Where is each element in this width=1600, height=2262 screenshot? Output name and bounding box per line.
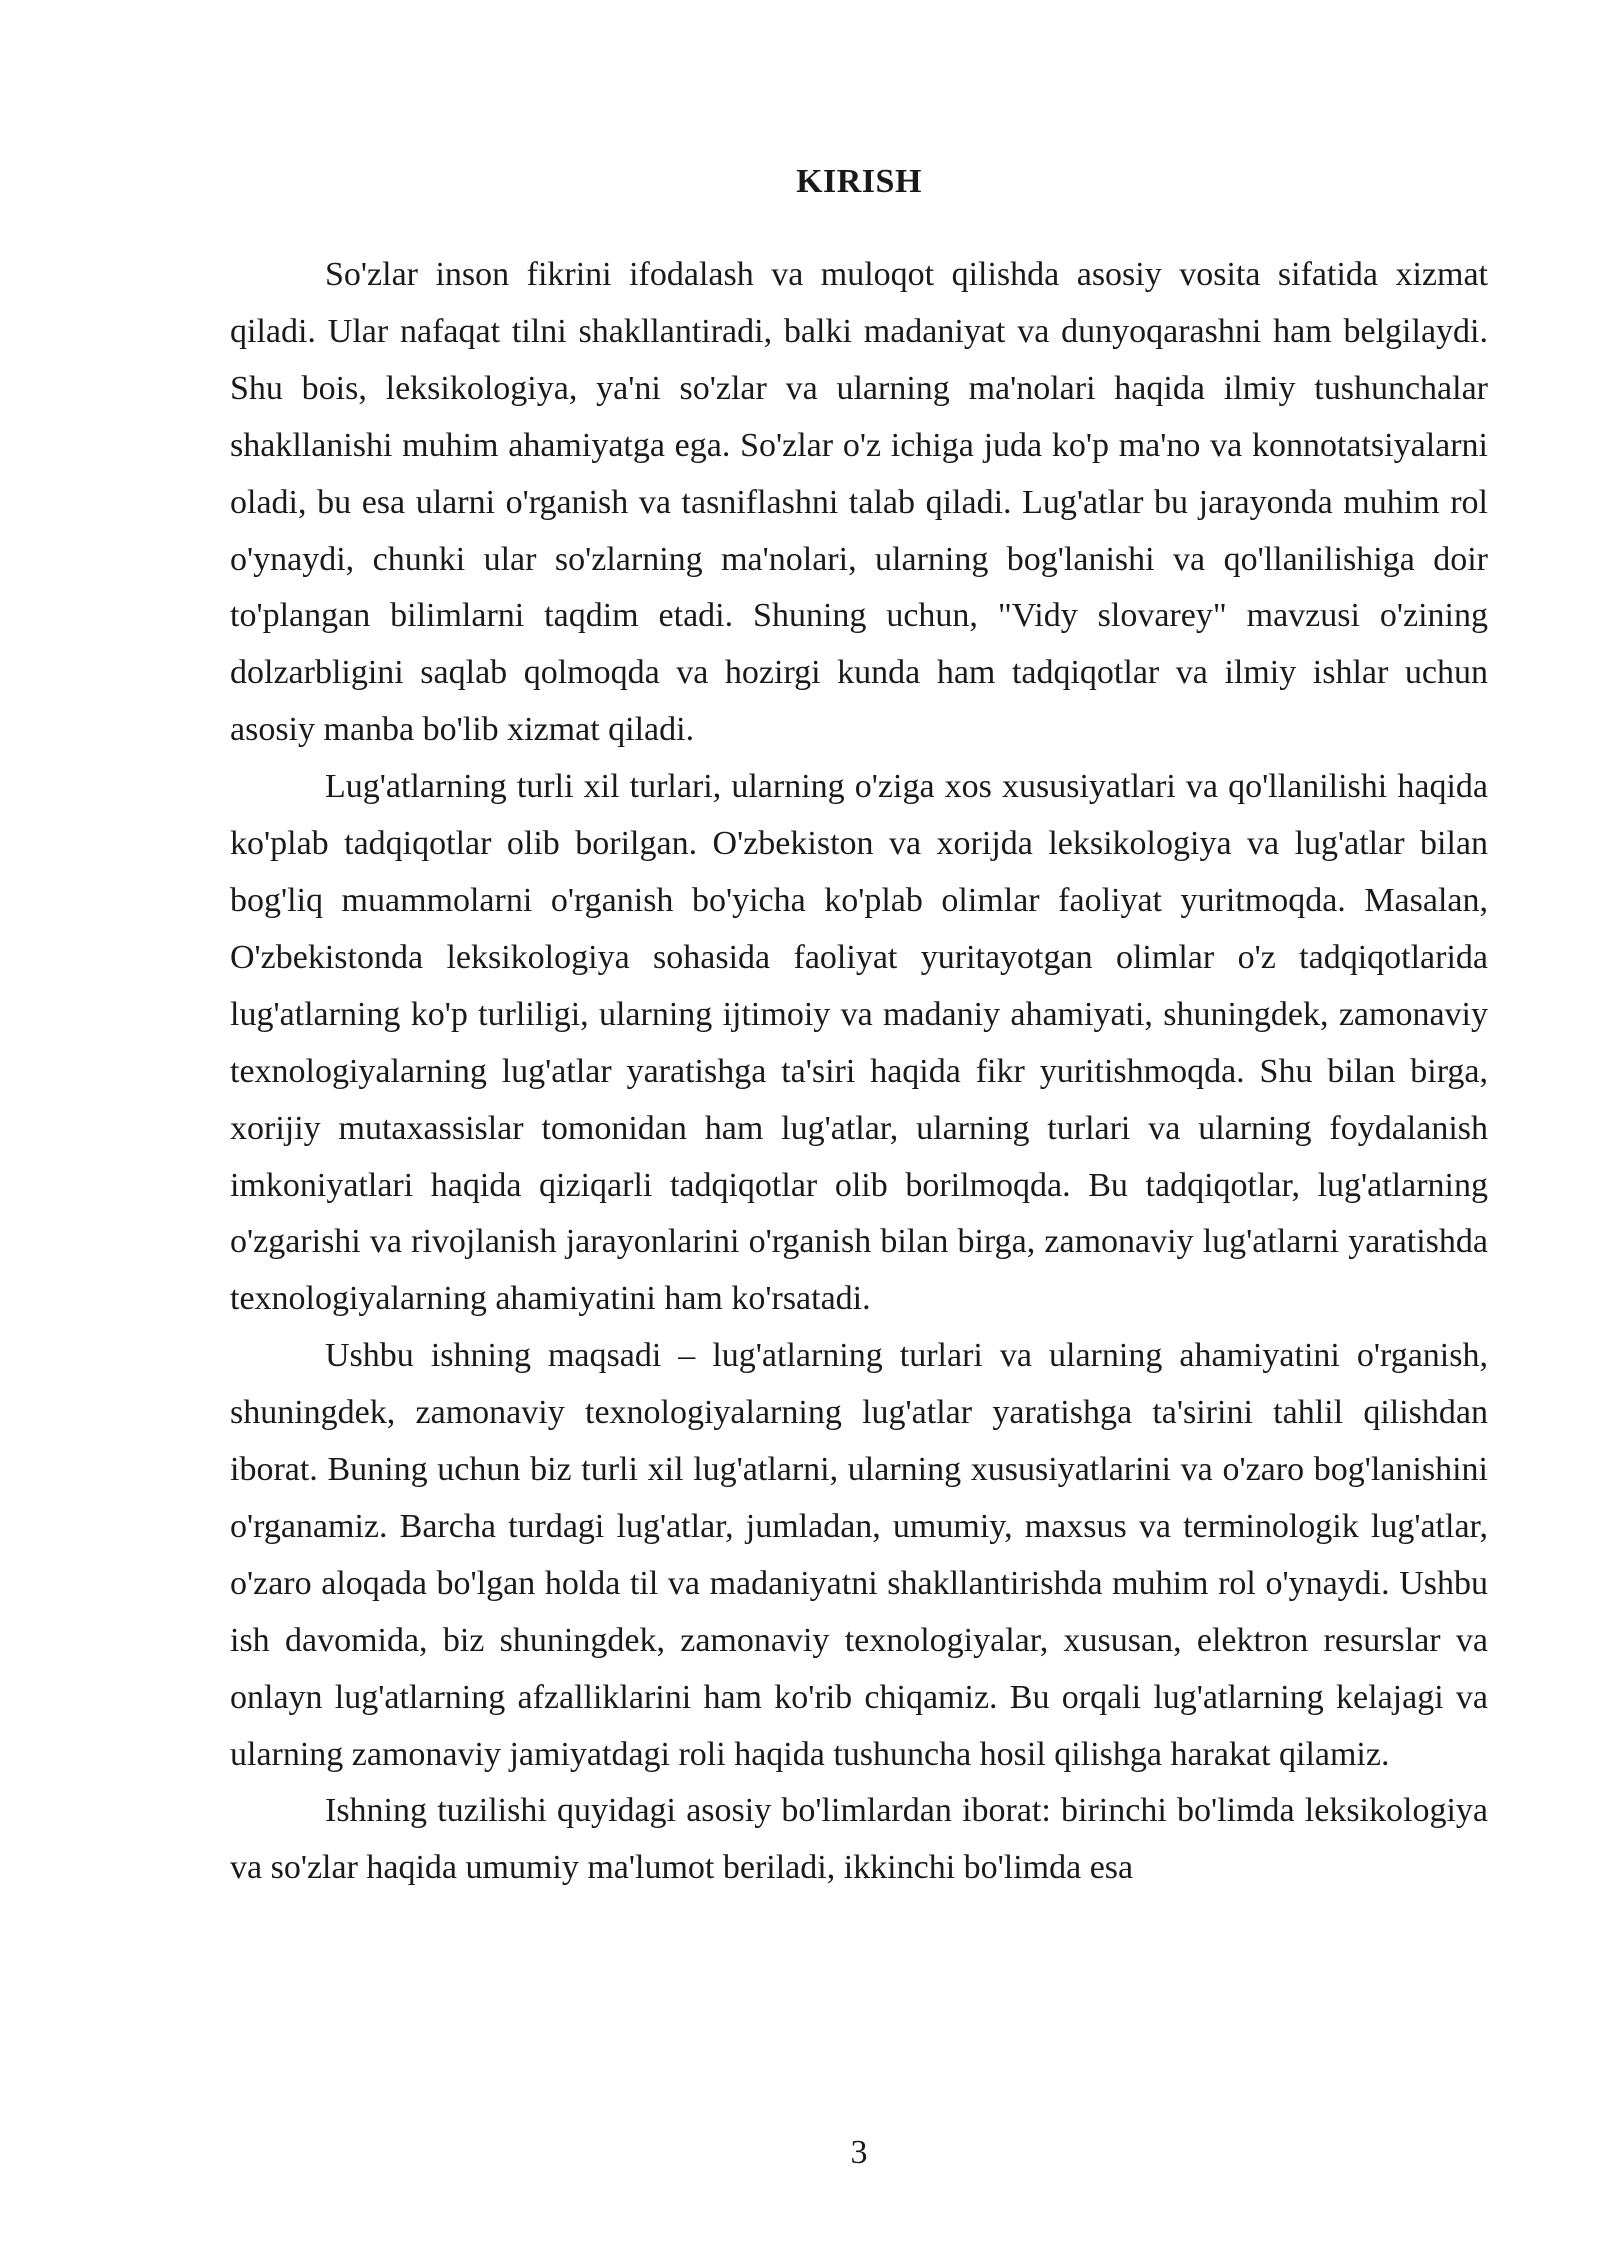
body-text	[230, 247, 1488, 1897]
paragraph-4: Ishning tuzilishi quyidagi asosiy bo'limlardan iborat: birinchi bo'limda leksikologiya va so'zlar haqida umumiy ma'lumot beriladi, ikkinchi bo'limda esa	[230, 1792, 1488, 1887]
paragraph-1: So'zlar inson fikrini ifodalash va muloqot qilishda asosiy vosita sifatida xizmat qiladi. Ular nafaqat tilni shakllantiradi, balki madaniyat va dunyoqarashni ham belgilaydi. Shu bois, leksikologiya, ya'ni so'zlar va ularning ma'nolari haqida ilmiy tushunchalar shakllanishi muhim ahamiyatga ega. So'zlar o'z ichiga juda ko'p ma'no va konnotatsiyalarni oladi, bu esa ularni o'rganish va tasniflashni talab qiladi. Lug'atlar bu jarayonda muhim rol o'ynaydi, chunki ular so'zlarning ma'nolari, ularning bog'lanishi va qo'llanilishiga doir to'plangan bilimlarni taqdim etadi. Shuning uchun, "Vidy slovarey" mavzusi o'zining dolzarbligini saqlab qolmoqda va hozirgi kunda ham tadqiqotlar va ilmiy ishlar uchun asosiy manba bo'lib xizmat qiladi.	[230, 256, 1488, 749]
paragraph-3: Ushbu ishning maqsadi – lug'atlarning turlari va ularning ahamiyatini o'rganish, shuningdek, zamonaviy texnologiyalarning lug'atlar yaratishga ta'sirini tahlil qilishdan iborat. Buning uchun biz turli xil lug'atlarni, ularning xususiyatlarini va o'zaro bog'lanishini o'rganamiz. Barcha turdagi lug'atlar, jumladan, umumiy, maxsus va terminologik lug'atlar, o'zaro aloqada bo'lgan holda til va madaniyatni shakllantirishda muhim rol o'ynaydi. Ushbu ish davomida, biz shuningdek, zamonaviy texnologiyalar, xususan, elektron resurslar va onlayn lug'atlarning afzalliklarini ham ko'rib chiqamiz. Bu orqali lug'atlarning kelajagi va ularning zamonaviy jamiyatdagi roli haqida tushuncha hosil qilishga harakat qilamiz.	[230, 1337, 1488, 1773]
paragraph-2: Lug'atlarning turli xil turlari, ularning o'ziga xos xususiyatlari va qo'llanilishi haqida ko'plab tadqiqotlar olib borilgan. O'zbekiston va xorijda leksikologiya va lug'atlar bilan bog'liq muammolarni o'rganish bo'yicha ko'plab olimlar faoliyat yuritmoqda. Masalan, O'zbekistonda leksikologiya sohasida faoliyat yuritayotgan olimlar o'z tadqiqotlarida lug'atlarning ko'p turliligi, ularning ijtimoiy va madaniy ahamiyati, shuningdek, zamonaviy texnologiyalarning lug'atlar yaratishga ta'siri haqida fikr yuritishmoqda. Shu bilan birga, xorijiy mutaxassislar tomonidan ham lug'atlar, ularning turlari va ularning foydalanish imkoniyatlari haqida qiziqarli tadqiqotlar olib borilmoqda. Bu tadqiqotlar, lug'atlarning o'zgarishi va rivojlanish jarayonlarini o'rganish bilan birga, zamonaviy lug'atlarni yaratishda texnologiyalarning ahamiyatini ham ko'rsatadi.	[230, 768, 1488, 1318]
page-number: 3	[850, 2134, 868, 2171]
page-title: KIRISH	[796, 163, 922, 200]
